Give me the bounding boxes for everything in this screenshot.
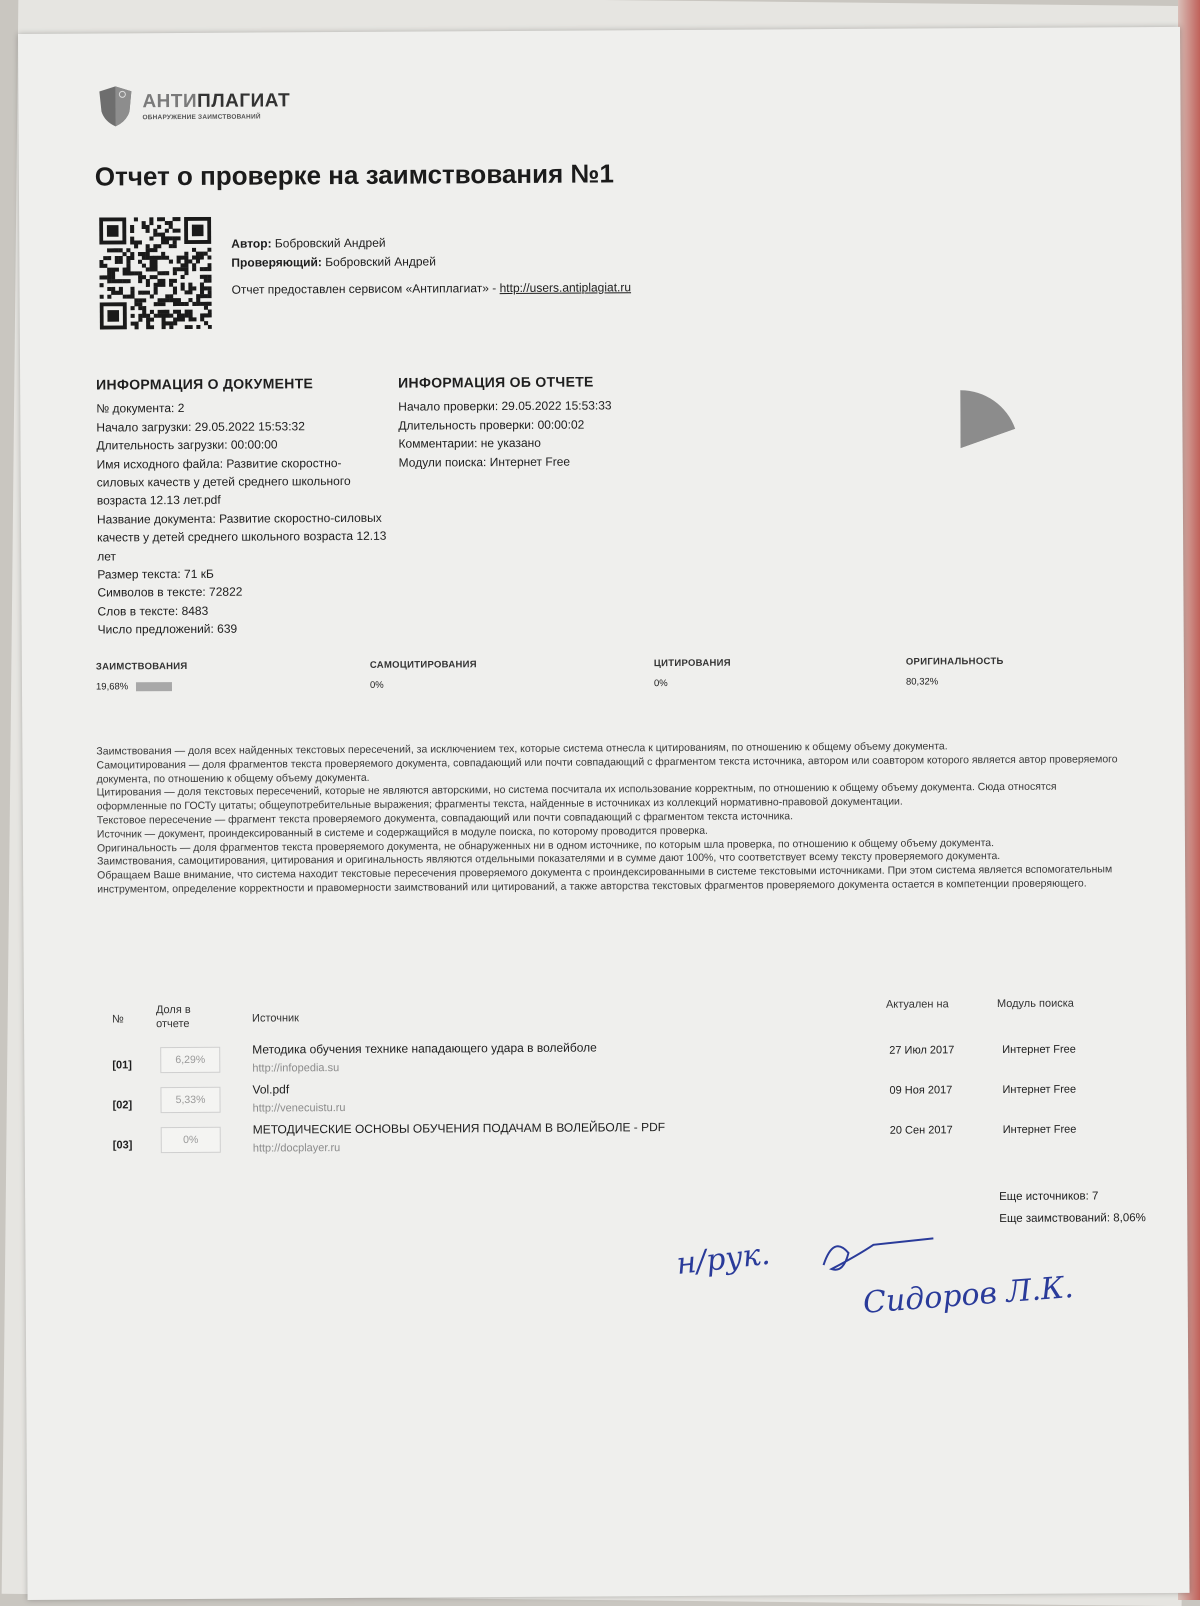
doc-info-row: Начало загрузки: 29.05.2022 15:53:32 [96, 419, 305, 435]
antiplagiat-logo [98, 84, 290, 127]
document-info [96, 374, 388, 639]
stats-row [96, 655, 1106, 701]
stat-value: 80,32% [905, 676, 939, 688]
stat-label: САМОЦИТИРОВАНИЯ [369, 659, 477, 671]
source-url[interactable]: http://venecuistu.ru [252, 1102, 346, 1115]
report-title: Отчет о проверке на заимствования №1 [94, 158, 614, 192]
stat-self-citations [370, 659, 477, 691]
legend-paragraph: Заимствования, самоцитирования, цитирования и оригинальность являются отдельными показателями и в сумме дают 100%, что соответствует всему тексту проверяемого документа. [97, 850, 1001, 868]
source-share: 0% [161, 1127, 221, 1153]
checker-label: Проверяющий: [231, 255, 322, 270]
legend-paragraph: Заимствования — доля всех найденных текстовых пересечений, за исключением тех, которые система отнесла к цитированиям, по отношению к общему объему документа. [96, 740, 948, 758]
originality-pie-chart [900, 388, 1021, 509]
author-value: Бобровский Андрей [274, 235, 386, 251]
signature-scribble [823, 1238, 933, 1269]
doc-info-row: № документа: 2 [96, 401, 185, 416]
report-info-row: Комментарии: не указано [398, 436, 541, 451]
source-row[interactable] [104, 1037, 1104, 1083]
source-url[interactable]: http://infopedia.su [252, 1062, 340, 1075]
doc-info-row: Имя исходного файла: Развитие скоростно-силовых качеств у детей среднего школьного возраста 12.13 лет.pdf [96, 455, 351, 508]
legend-paragraph: Оригинальность — доля фрагментов текста проверяемого документа, не обнаруженных ни в одном источнике, по которым шла проверка, по отношению к общему объему документа. [96, 836, 995, 855]
more-sources-count: Еще источников: 7 [999, 1190, 1099, 1204]
doc-info-row: Число предложений: 639 [97, 621, 238, 637]
service-link[interactable]: http://users.antiplagiat.ru [499, 280, 632, 296]
logo-name-bold: ПЛАГИАТ [197, 90, 291, 112]
sources-table [104, 997, 1105, 1163]
doc-info-row: Размер текста: 71 кБ [97, 566, 214, 582]
legend-paragraph: Цитирования — доля текстовых пересечений, которые не являются авторскими, но система посчитала их использование корректным, по отношению к общему объему документа. Сюда относятся оформленные по ГОСТу цитаты; общеупотребительные выражения; фрагменты текста, найденные в источниках из коллекций нормативно-правовой документации. [96, 781, 1057, 813]
legend-paragraph: Обращаем Ваше внимание, что система находит текстовые пересечения проверяемого документа с проиндексированными в системе текстовыми источниками. При этом система является вспомогательным инструментом, определение корректности и правомерности заимствований или цитирований, а также авторства текстовых фрагментов проверяемого документа остается в компетенции проверяющего. [97, 863, 1113, 896]
stat-label: ЗАИМСТВОВАНИЯ [95, 660, 188, 673]
stat-value: 19,68% [95, 681, 129, 693]
col-num: № [111, 1013, 124, 1026]
stat-citations [654, 658, 731, 689]
source-share: 6,29% [160, 1047, 220, 1073]
source-name: МЕТОДИЧЕСКИЕ ОСНОВЫ ОБУЧЕНИЯ ПОДАЧАМ В ВОЛЕЙБОЛЕ - PDF [252, 1120, 666, 1137]
stat-label: ЦИТИРОВАНИЯ [653, 657, 731, 670]
stat-bar [136, 682, 172, 691]
qr-code [99, 217, 212, 330]
logo-name-light: АНТИ [142, 90, 198, 113]
more-borrowings: Еще заимствований: 8,06% [999, 1212, 1146, 1226]
col-source: Источник [251, 1012, 300, 1025]
source-num: [02] [112, 1099, 133, 1112]
stat-originality [906, 656, 1004, 688]
source-row[interactable] [104, 1077, 1104, 1123]
source-name: Vol.pdf [252, 1082, 290, 1097]
source-row[interactable] [105, 1117, 1105, 1163]
col-module: Модуль поиска [996, 997, 1074, 1011]
logo-tagline: ОБНАРУЖЕНИЕ ЗАИМСТВОВАНИЙ [142, 113, 261, 122]
report-meta [231, 232, 631, 299]
source-module: Интернет Free [1002, 1043, 1076, 1057]
sources-header [104, 997, 1104, 1043]
stat-borrowings [96, 661, 188, 693]
col-share: Доля в отчете [155, 1003, 191, 1031]
stat-label: ОРИГИНАЛЬНОСТЬ [905, 655, 1004, 668]
source-date: 09 Ноя 2017 [889, 1084, 953, 1097]
source-num: [03] [112, 1139, 133, 1152]
stat-value: 0% [653, 678, 668, 690]
shield-icon [98, 85, 132, 127]
col-actual: Актуален на [885, 998, 949, 1011]
signature-line2: Сидоров Л.К. [861, 1269, 1075, 1321]
source-num: [01] [112, 1059, 132, 1072]
stat-value: 0% [369, 679, 384, 691]
source-name: Методика обучения технике нападающего удара в волейболе [252, 1040, 597, 1057]
doc-info-row: Название документа: Развитие скоростно-силовых качеств у детей среднего школьного возраста 12.13 лет [96, 510, 387, 564]
source-module: Интернет Free [1002, 1083, 1077, 1097]
report-info [398, 372, 689, 472]
source-share: 5,33% [160, 1087, 220, 1113]
doc-info-row: Слов в тексте: 8483 [97, 603, 209, 619]
legend-paragraph: Текстовое пересечение — фрагмент текста проверяемого документа, совпадающий или почти совпадающий с фрагментом текста источника. [96, 810, 794, 827]
signature-line1: н/рук. [674, 1236, 772, 1282]
source-date: 20 Сен 2017 [889, 1124, 953, 1137]
legend-paragraph: Источник — документ, проиндексированный в системе и содержащийся в модуле поиска, по которому проводится проверка. [96, 824, 708, 841]
report-info-row: Начало проверки: 29.05.2022 15:53:33 [398, 398, 612, 415]
provided-text: Отчет предоставлен сервисом «Антиплагиат» - [231, 281, 497, 297]
doc-info-row: Символов в тексте: 72822 [97, 585, 243, 600]
terms-legend [96, 739, 1125, 897]
source-module: Интернет Free [1002, 1123, 1077, 1137]
checker-value: Бобровский Андрей [325, 254, 436, 270]
author-label: Автор: [231, 236, 272, 251]
report-info-row: Длительность проверки: 00:00:02 [398, 417, 585, 433]
legend-paragraph: Самоцитирования — доля фрагментов текста проверяемого документа, совпадающий или почти совпадающий с фрагментом текста источника, автором или соавтором которого является автор проверяемого документа, по отношению к общему объему документа. [96, 753, 1118, 786]
report-page [18, 27, 1190, 1600]
report-info-heading: ИНФОРМАЦИЯ ОБ ОТЧЕТЕ [398, 373, 594, 391]
report-info-row: Модули поиска: Интернет Free [398, 454, 571, 470]
source-url[interactable]: http://docplayer.ru [252, 1142, 341, 1155]
source-date: 27 Июл 2017 [889, 1044, 955, 1057]
doc-info-row: Длительность загрузки: 00:00:00 [96, 437, 278, 453]
document-info-heading: ИНФОРМАЦИЯ О ДОКУМЕНТЕ [96, 375, 314, 393]
handwritten-signature [673, 1223, 1094, 1346]
